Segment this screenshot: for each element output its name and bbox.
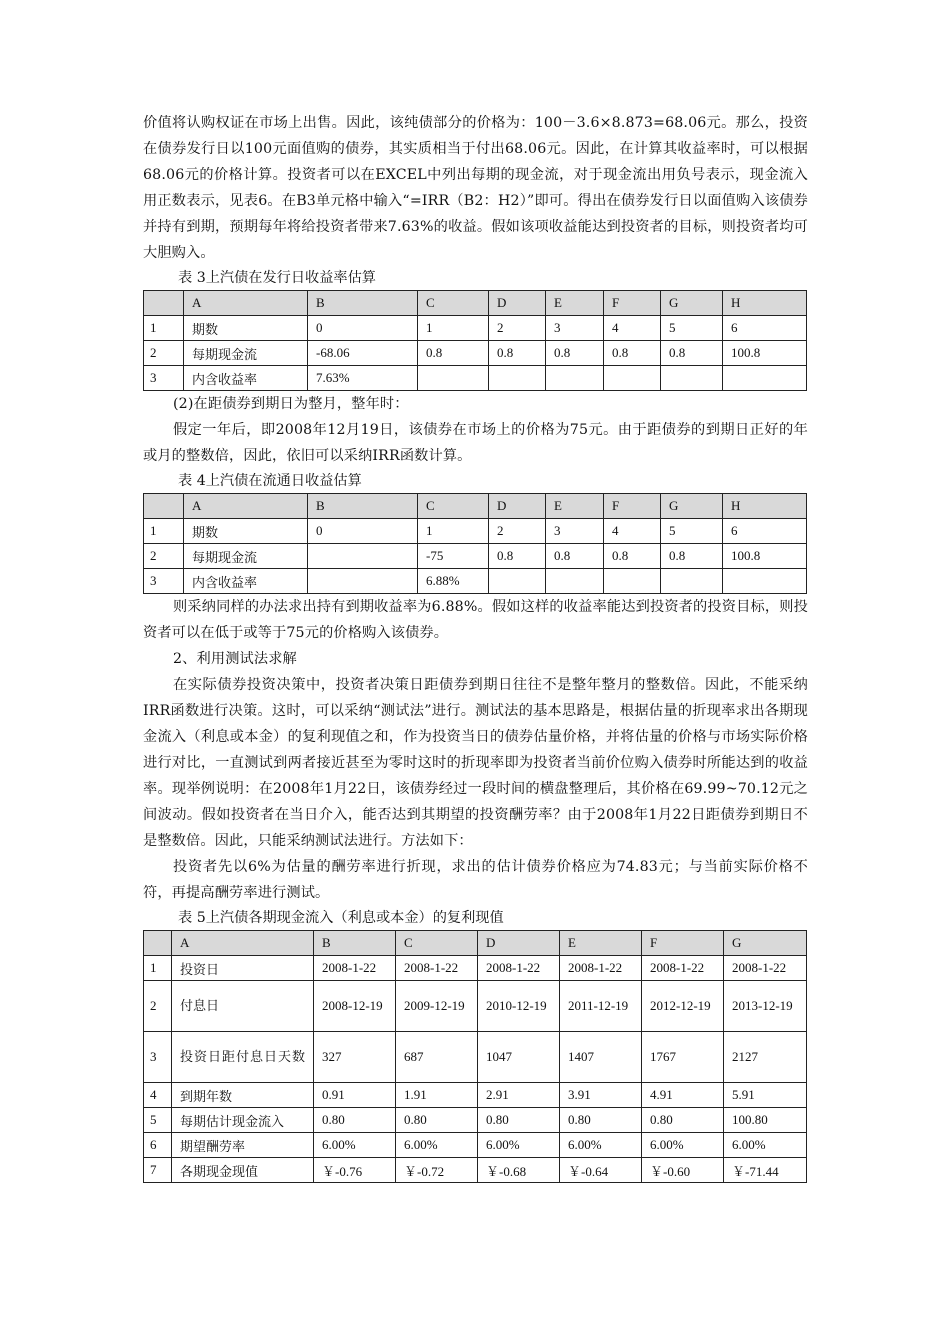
table-cell: 2008-1-22 xyxy=(314,956,396,981)
table-cell: 投资日 xyxy=(172,956,314,981)
table-cell: 0.8 xyxy=(604,544,661,569)
table-3-caption: 表 3上汽债在发行日收益率估算 xyxy=(178,270,376,286)
table-cell: 0.8 xyxy=(604,341,661,366)
table-cell xyxy=(489,366,546,391)
table-cell: 100.8 xyxy=(723,341,807,366)
table-cell: 5.91 xyxy=(724,1083,807,1108)
table-cell: 期望酬劳率 xyxy=(172,1133,314,1158)
table-cell: 0.8 xyxy=(418,341,489,366)
table-cell: ￥-0.76 xyxy=(314,1158,396,1183)
table-cell: 6.00% xyxy=(396,1133,478,1158)
header-cell: A xyxy=(184,291,308,316)
table-cell: 付息日 xyxy=(172,981,314,1032)
header-cell: G xyxy=(724,931,807,956)
table-cell: 0.80 xyxy=(560,1108,642,1133)
table-cell xyxy=(661,366,723,391)
table-cell: 2009-12-19 xyxy=(396,981,478,1032)
table-cell: 1407 xyxy=(560,1032,642,1083)
table-cell: 内含收益率 xyxy=(184,366,308,391)
table-row xyxy=(144,1158,807,1183)
table-cell xyxy=(661,569,723,594)
table-cell xyxy=(489,569,546,594)
header-cell: A xyxy=(172,931,314,956)
table-cell: 2 xyxy=(489,316,546,341)
row-number: 1 xyxy=(144,316,184,341)
table-cell: 各期现金现值 xyxy=(172,1158,314,1183)
table-cell: 4.91 xyxy=(642,1083,724,1108)
row-number: 2 xyxy=(144,544,184,569)
table-cell: ￥-0.64 xyxy=(560,1158,642,1183)
paragraph-discount: 投资者先以6%为估量的酬劳率进行折现，求出的估计债券价格应为74.83元；与当前实际价格不符，再提高酬劳率进行测试。 xyxy=(143,859,808,901)
table-cell: 3 xyxy=(546,316,604,341)
row-number: 6 xyxy=(144,1133,172,1158)
table-cell xyxy=(308,569,418,594)
table-row xyxy=(144,569,807,594)
table-row xyxy=(144,1133,807,1158)
table-cell: 6 xyxy=(723,519,807,544)
table-cell: 1 xyxy=(418,316,489,341)
header-cell xyxy=(144,494,184,519)
table-cell: 1767 xyxy=(642,1032,724,1083)
table-cell: 100.80 xyxy=(724,1108,807,1133)
row-number: 3 xyxy=(144,1032,172,1083)
table-cell: ￥-71.44 xyxy=(724,1158,807,1183)
row-number: 3 xyxy=(144,366,184,391)
row-number: 4 xyxy=(144,1083,172,1108)
table-cell: 687 xyxy=(396,1032,478,1083)
table-cell xyxy=(418,366,489,391)
table-cell xyxy=(604,366,661,391)
header-cell: A xyxy=(184,494,308,519)
table-cell: 每期现金流 xyxy=(184,341,308,366)
table-cell: 内含收益率 xyxy=(184,569,308,594)
table-cell: 7.63% xyxy=(308,366,418,391)
table-cell: 0.80 xyxy=(314,1108,396,1133)
table-cell: 1047 xyxy=(478,1032,560,1083)
table-cell: 327 xyxy=(314,1032,396,1083)
header-cell: H xyxy=(723,291,807,316)
table-cell: 0.80 xyxy=(478,1108,560,1133)
table-5-caption: 表 5上汽债各期现金流入（利息或本金）的复利现值 xyxy=(178,910,504,926)
table-cell: -75 xyxy=(418,544,489,569)
table-cell: 2010-12-19 xyxy=(478,981,560,1032)
table-cell: 2 xyxy=(489,519,546,544)
table-cell xyxy=(723,366,807,391)
table-cell xyxy=(308,544,418,569)
header-cell: H xyxy=(723,494,807,519)
table-row xyxy=(144,341,807,366)
table-cell: ￥-0.68 xyxy=(478,1158,560,1183)
table-cell: 2013-12-19 xyxy=(724,981,807,1032)
table-cell: 6.88% xyxy=(418,569,489,594)
paragraph-result: 则采纳同样的办法求出持有到期收益率为6.88%。假如这样的收益率能达到投资者的投资目标，则投资者可以在低于或等于75元的价格购入该债券。 xyxy=(143,599,808,641)
table-row xyxy=(144,1032,807,1083)
table-cell: 每期估计现金流入 xyxy=(172,1108,314,1133)
table-row xyxy=(144,316,807,341)
table-cell: 6.00% xyxy=(314,1133,396,1158)
table-cell: 3 xyxy=(546,519,604,544)
table-cell: 0.8 xyxy=(546,341,604,366)
header-cell: D xyxy=(489,494,546,519)
table-cell: 2008-1-22 xyxy=(642,956,724,981)
row-number: 1 xyxy=(144,956,172,981)
table-row xyxy=(144,366,807,391)
table-cell: 0.8 xyxy=(489,341,546,366)
table-cell: 4 xyxy=(604,316,661,341)
header-cell: F xyxy=(642,931,724,956)
table-cell: 0.80 xyxy=(396,1108,478,1133)
header-cell: D xyxy=(489,291,546,316)
table-cell: 2011-12-19 xyxy=(560,981,642,1032)
table-cell: 6.00% xyxy=(724,1133,807,1158)
header-cell: C xyxy=(396,931,478,956)
paragraph-intro: 价值将认购权证在市场上出售。因此，该纯债部分的价格为：100－3.6×8.873=68.06元。那么，投资在债券发行日以100元面值购的债券，其实质相当于付出68.06元。因此，在计算其收益率时，可以根据68.06元的价格计算。投资者可以在EXCEL中列出每期的现金流，对于现金流出用负号表示，现金流入用正数表示，见表6。在B3单元格中输入“=IRR（B2：H2）”即可。得出在债券发行日以面值购入该债券并持有到期，预期每年将给投资者带来7.63%的收益。假如该项收益能达到投资者的目标，则投资者均可大胆购入。 xyxy=(143,115,808,261)
header-cell: F xyxy=(604,494,661,519)
table-cell: 2.91 xyxy=(478,1083,560,1108)
table-cell: 4 xyxy=(604,519,661,544)
header-cell: D xyxy=(478,931,560,956)
header-cell: E xyxy=(560,931,642,956)
table-cell: 0.80 xyxy=(642,1108,724,1133)
row-number: 2 xyxy=(144,341,184,366)
table-cell: 0.8 xyxy=(489,544,546,569)
table-row xyxy=(144,1083,807,1108)
table-cell: 3.91 xyxy=(560,1083,642,1108)
table-cell: 2012-12-19 xyxy=(642,981,724,1032)
table-cell: 2008-12-19 xyxy=(314,981,396,1032)
table-cell: 2127 xyxy=(724,1032,807,1083)
table-5 xyxy=(143,930,807,1183)
table-cell: 0.8 xyxy=(661,544,723,569)
table-cell: 6.00% xyxy=(478,1133,560,1158)
table-cell xyxy=(546,366,604,391)
table-cell: 到期年数 xyxy=(172,1083,314,1108)
table-cell: 100.8 xyxy=(723,544,807,569)
table-cell: 2008-1-22 xyxy=(724,956,807,981)
table-row xyxy=(144,1108,807,1133)
table-cell: -68.06 xyxy=(308,341,418,366)
row-number: 7 xyxy=(144,1158,172,1183)
header-cell: E xyxy=(546,291,604,316)
row-number: 2 xyxy=(144,981,172,1032)
header-cell: F xyxy=(604,291,661,316)
header-cell: B xyxy=(308,291,418,316)
table-cell: 期数 xyxy=(184,519,308,544)
table-row xyxy=(144,544,807,569)
table-cell xyxy=(604,569,661,594)
table-cell: ￥-0.60 xyxy=(642,1158,724,1183)
table-cell: 0.91 xyxy=(314,1083,396,1108)
table-row xyxy=(144,519,807,544)
table-row xyxy=(144,956,807,981)
header-cell: C xyxy=(418,494,489,519)
table-cell: 0 xyxy=(308,316,418,341)
section-heading-test-method: 2、利用测试法求解 xyxy=(173,651,297,667)
paragraph-test-method: 在实际债券投资决策中，投资者决策日距债券到期日往往不是整年整月的整数倍。因此，不能采纳IRR函数进行决策。这时，可以采纳“测试法”进行。测试法的基本思路是，根据估量的折现率求出各期现金流入（利息或本金）的复利现值之和，作为投资当日的债券估量价格，并将估量的价格与市场实际价格进行对比，一直测试到两者接近甚至为零时这时的折现率即为投资者当前价位购入债券时所能达到的收益率。现举例说明：在2008年1月22日，该债券经过一段时间的横盘整理后，其价格在69.99~70.12元之间波动。假如投资者在当日介入，能否达到其期望的投资酬劳率？由于2008年1月22日距债券到期日不是整数倍。因此，只能采纳测试法进行。方法如下： xyxy=(143,677,808,849)
table-cell: 2008-1-22 xyxy=(560,956,642,981)
table-4-caption: 表 4上汽债在流通日收益估算 xyxy=(178,473,362,489)
table-cell: 每期现金流 xyxy=(184,544,308,569)
document-page xyxy=(143,110,808,1183)
table-cell: 5 xyxy=(661,519,723,544)
header-cell: B xyxy=(308,494,418,519)
table-4 xyxy=(143,493,807,594)
row-number: 1 xyxy=(144,519,184,544)
table-cell: 6 xyxy=(723,316,807,341)
table-cell xyxy=(723,569,807,594)
table-cell: 1.91 xyxy=(396,1083,478,1108)
table-cell: 期数 xyxy=(184,316,308,341)
header-cell: G xyxy=(661,494,723,519)
table-cell: 6.00% xyxy=(642,1133,724,1158)
table-cell: ￥-0.72 xyxy=(396,1158,478,1183)
table-cell: 5 xyxy=(661,316,723,341)
row-number: 5 xyxy=(144,1108,172,1133)
table-cell: 0.8 xyxy=(546,544,604,569)
header-cell xyxy=(144,291,184,316)
table-cell: 投资日距付息日天数 xyxy=(172,1032,314,1083)
header-cell: B xyxy=(314,931,396,956)
table-cell: 0.8 xyxy=(661,341,723,366)
table-cell: 2008-1-22 xyxy=(396,956,478,981)
header-cell xyxy=(144,931,172,956)
header-cell: C xyxy=(418,291,489,316)
table-cell xyxy=(546,569,604,594)
header-cell: G xyxy=(661,291,723,316)
paragraph-case-2: (2)在距债券到期日为整月，整年时： xyxy=(173,396,409,412)
table-header-row xyxy=(144,931,807,956)
table-header-row xyxy=(144,494,807,519)
table-cell: 1 xyxy=(418,519,489,544)
row-number: 3 xyxy=(144,569,184,594)
paragraph-assumption: 假定一年后，即2008年12月19日，该债券在市场上的价格为75元。由于距债券的到期日正好的年或月的整数倍，因此，依旧可以采纳IRR函数计算。 xyxy=(143,422,808,464)
table-cell: 0 xyxy=(308,519,418,544)
table-row xyxy=(144,981,807,1032)
table-header-row xyxy=(144,291,807,316)
table-cell: 2008-1-22 xyxy=(478,956,560,981)
table-cell: 6.00% xyxy=(560,1133,642,1158)
header-cell: E xyxy=(546,494,604,519)
table-3 xyxy=(143,290,807,391)
